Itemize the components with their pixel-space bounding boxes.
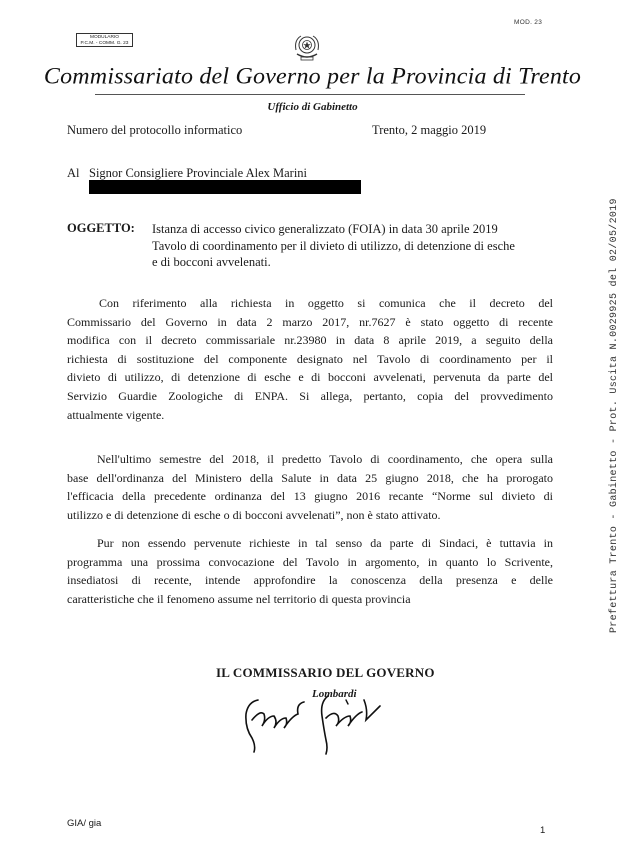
modulario-line1: MODULARIO <box>89 35 120 40</box>
signatory-title: IL COMMISSARIO DEL GOVERNO <box>216 665 435 680</box>
body-line: caratteristiche che il fenomeno assume nel territorio di questa provincia <box>67 591 411 606</box>
protocol-label: Numero del protocollo informatico <box>67 123 243 137</box>
signatory-name: Lombardi <box>312 688 357 700</box>
modulario-box <box>76 33 133 47</box>
addressee-prefix: Al <box>67 166 80 180</box>
body-line: insediatosi di recente, intende approfondire la conoscenza della presenza e delle <box>67 573 553 588</box>
body-line: programma una prossima convocazione del Tavolo in argomento, in quanto lo Scrivente, <box>67 554 553 569</box>
header-divider <box>95 94 525 95</box>
institution-title: Commissariato del Governo per la Provincia di Trento <box>43 64 582 90</box>
subject-label: OGGETTO: <box>67 221 135 235</box>
body-line: richiesta di sostituzione del componente designato nel Tavolo di coordinamento per il <box>67 351 553 366</box>
footer-reference: GIA/ gia <box>67 818 102 829</box>
redaction-bar <box>89 180 361 194</box>
body-line: modifica con il decreto commissariale nr.23980 in data 8 aprile 2019, a seguito della <box>67 333 553 348</box>
place-date: Trento, 2 maggio 2019 <box>372 123 487 137</box>
body-paragraph-2 <box>67 450 553 524</box>
addressee-line: Signor Consigliere Provinciale Alex Marini <box>89 166 308 180</box>
subject-text <box>152 221 572 271</box>
body-line: l'efficacia della precedente ordinanza del 13 giugno 2016 recante “Norme sul divieto di <box>67 489 553 504</box>
italian-republic-emblem-icon <box>292 32 322 64</box>
body-line: utilizzo e di detenzione di esche o di bocconi avvelenati”, non è stato attivato. <box>67 507 441 522</box>
body-line: base dell'ordinanza del Ministero della Salute in data 25 giugno 2018, che ha prorogato <box>67 470 553 485</box>
body-line: Con riferimento alla richiesta in oggetto si comunica che il decreto del <box>99 296 553 310</box>
protocol-stamp: Prefettura Trento - Gabinetto - Prot. Uscita N.0029925 del 02/05/2019 <box>609 198 620 633</box>
modulario-line2: P.C.M. - COMM. G. 23 <box>80 40 129 46</box>
page-number: 1 <box>540 825 546 836</box>
handwritten-signature <box>230 680 400 755</box>
body-paragraph-1 <box>67 294 553 424</box>
body-paragraph-3 <box>67 534 553 608</box>
body-line: Pur non essendo pervenute richieste in tal senso da parte di Sindaci, è tuttavia in <box>97 536 553 550</box>
office-name: Ufficio di Gabinetto <box>267 101 358 113</box>
body-line: Nell'ultimo semestre del 2018, il predetto Tavolo di coordinamento, che opera sulla <box>97 452 553 466</box>
form-code: MOD. 23 <box>514 19 543 26</box>
subject-line: Tavolo di coordinamento per il divieto di utilizzo, di detenzione di esche <box>152 238 515 253</box>
body-line: Commissario del Governo in data 2 marzo 2017, nr.7627 è stato oggetto di recente <box>67 314 553 329</box>
subject-line: Istanza di accesso civico generalizzato (FOIA) in data 30 aprile 2019 <box>152 222 498 236</box>
body-line: attualmente vigente. <box>67 407 165 422</box>
body-line: divieto di utilizzo, di detenzione di esche e di bocconi avvelenati, pervenuta da parte del <box>67 370 553 385</box>
body-line: Servizio Guardie Zoologiche di ENPA. Si allega, pertanto, copia del provvedimento <box>67 388 553 403</box>
subject-line: e di bocconi avvelenati. <box>152 255 271 269</box>
